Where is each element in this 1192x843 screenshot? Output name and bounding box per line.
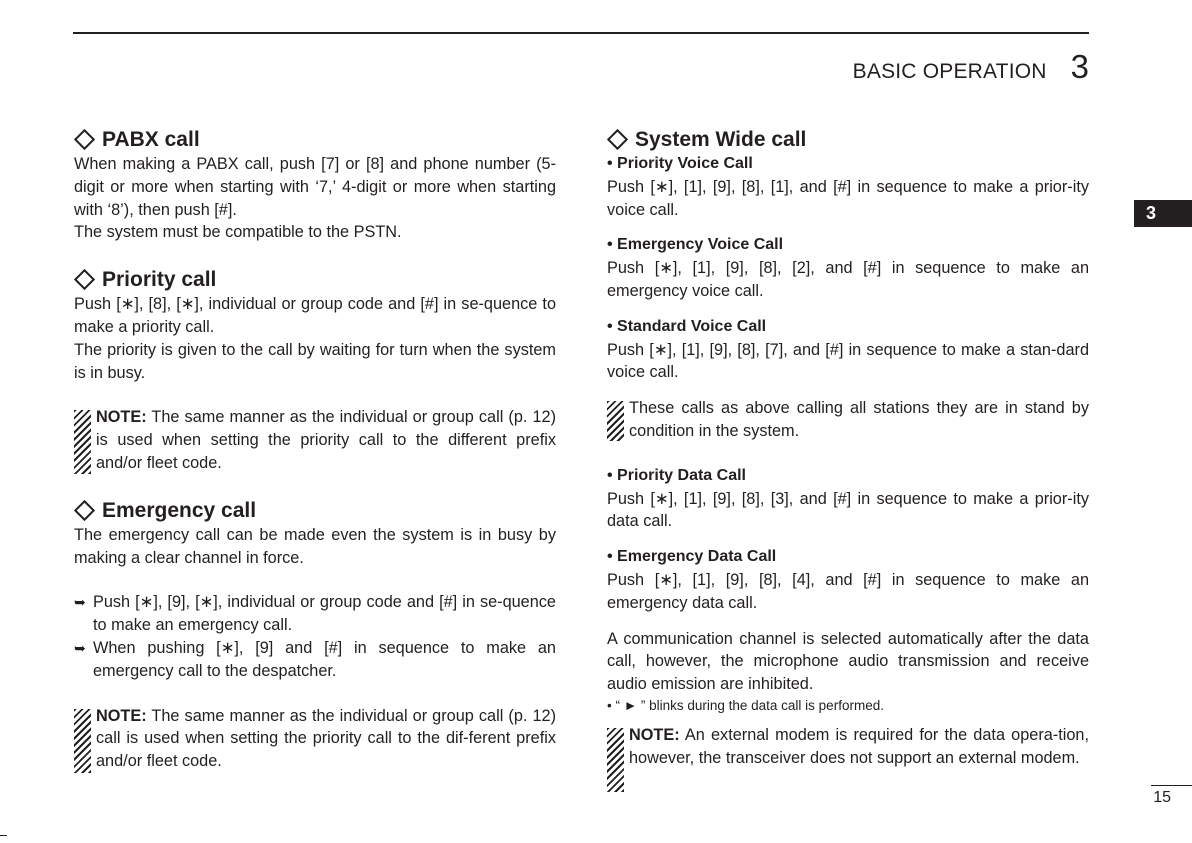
- priority-data-call-subheading: • Priority Data Call: [607, 466, 746, 484]
- diamond-icon: [74, 269, 95, 290]
- emergency-note: [74, 705, 556, 773]
- standard-voice-call-text: Push [∗], [1], [9], [8], [7], and [#] in sequence to make a stan-dard voice call.: [607, 340, 1089, 382]
- pabx-paragraph: When making a PABX call, push [7] or [8] and phone number (5-digit or more when starting with ‘7,’ 4-digit or more when starting with ‘8’), then push [#].: [74, 155, 556, 219]
- standby-note: [607, 397, 1089, 443]
- standard-voice-call-subheading: • Standard Voice Call: [607, 317, 767, 335]
- emergency-paragraph: The emergency call can be made even the system is in busy by making a clear channel in force.: [74, 525, 556, 567]
- pabx-paragraph: The system must be compatible to the PSTN.: [74, 223, 402, 242]
- priority-note: [74, 406, 556, 474]
- diamond-icon: [607, 129, 628, 150]
- emergency-data-call-subheading: • Emergency Data Call: [607, 548, 777, 566]
- arrow-bullet-icon: ➥: [74, 594, 86, 611]
- emergency-voice-call-text: Push [∗], [1], [9], [8], [2], and [#] in sequence to make an emergency voice call.: [607, 259, 1089, 300]
- note-label: NOTE:: [96, 408, 147, 427]
- page-number-rule: [1151, 785, 1192, 786]
- priority-call-heading: Priority call: [74, 266, 556, 293]
- note-text: The same manner as the individual or group call (p. 12) call is used when setting the priority call to the dif-ferent prefix and/or fleet code.: [96, 706, 556, 771]
- priority-data-call-text: Push [∗], [1], [9], [8], [3], and [#] in sequence to make a prior-ity data call.: [607, 489, 1089, 531]
- system-wide-call-heading: System Wide call: [607, 126, 1089, 153]
- emergency-step: ➥ Push [∗], [9], [∗], individual or group code and [#] in se-quence to make an emergency call.: [74, 593, 556, 635]
- pabx-call-heading: PABX call: [74, 126, 556, 153]
- arrow-bullet-icon: ➥: [74, 639, 86, 656]
- blink-indicator-note: • “ ► ” blinks during the data call is performed.: [607, 697, 884, 713]
- diamond-icon: [74, 500, 95, 521]
- running-header: [853, 48, 1089, 86]
- diamond-icon: [74, 129, 95, 150]
- note-label: NOTE:: [629, 725, 680, 744]
- emergency-voice-call-subheading: • Emergency Voice Call: [607, 236, 784, 254]
- emergency-step: ➥ When pushing [∗], [9] and [#] in sequence to make an emergency call to the despatcher.: [74, 638, 556, 680]
- header-title: BASIC OPERATION: [852, 60, 1047, 83]
- chapter-side-tab: 3: [1134, 200, 1192, 227]
- emergency-call-heading: Emergency call: [74, 497, 556, 524]
- note-hatch-icon: [607, 401, 624, 441]
- priority-voice-call-subheading: • Priority Voice Call: [607, 155, 753, 172]
- emergency-data-call-text: Push [∗], [1], [9], [8], [4], and [#] in sequence to make an emergency data call.: [607, 570, 1089, 612]
- page-number: 15: [1153, 789, 1171, 806]
- modem-note: [607, 724, 1089, 770]
- note-text: The same manner as the individual or group call (p. 12) is used when setting the priority call to the different prefix and/or fleet code.: [96, 408, 556, 472]
- note-hatch-icon: [74, 410, 91, 474]
- note-label: NOTE:: [96, 706, 147, 725]
- left-column: [74, 126, 556, 773]
- priority-paragraph: The priority is given to the call by waiting for turn when the system is in busy.: [74, 340, 556, 382]
- crop-mark: [0, 835, 7, 836]
- top-rule: [73, 32, 1089, 34]
- note-hatch-icon: [607, 728, 624, 792]
- header-chapter-number: 3: [1070, 48, 1089, 85]
- priority-voice-call-text: Push [∗], [1], [9], [8], [1], and [#] in sequence to make a prior-ity voice call.: [607, 177, 1089, 219]
- note-hatch-icon: [74, 709, 91, 773]
- note-text: An external modem is required for the data opera-tion, however, the transceiver does not support an external modem.: [629, 725, 1089, 767]
- priority-paragraph: Push [∗], [8], [∗], individual or group code and [#] in se-quence to make a priority call.: [74, 295, 556, 336]
- right-column: [607, 126, 1089, 770]
- auto-channel-paragraph: A communication channel is selected automatically after the data call, however, the microphone audio transmission and receive audio emission are inhibited.: [607, 629, 1089, 694]
- note-text: These calls as above calling all stations they are in stand by condition in the system.: [629, 399, 1089, 440]
